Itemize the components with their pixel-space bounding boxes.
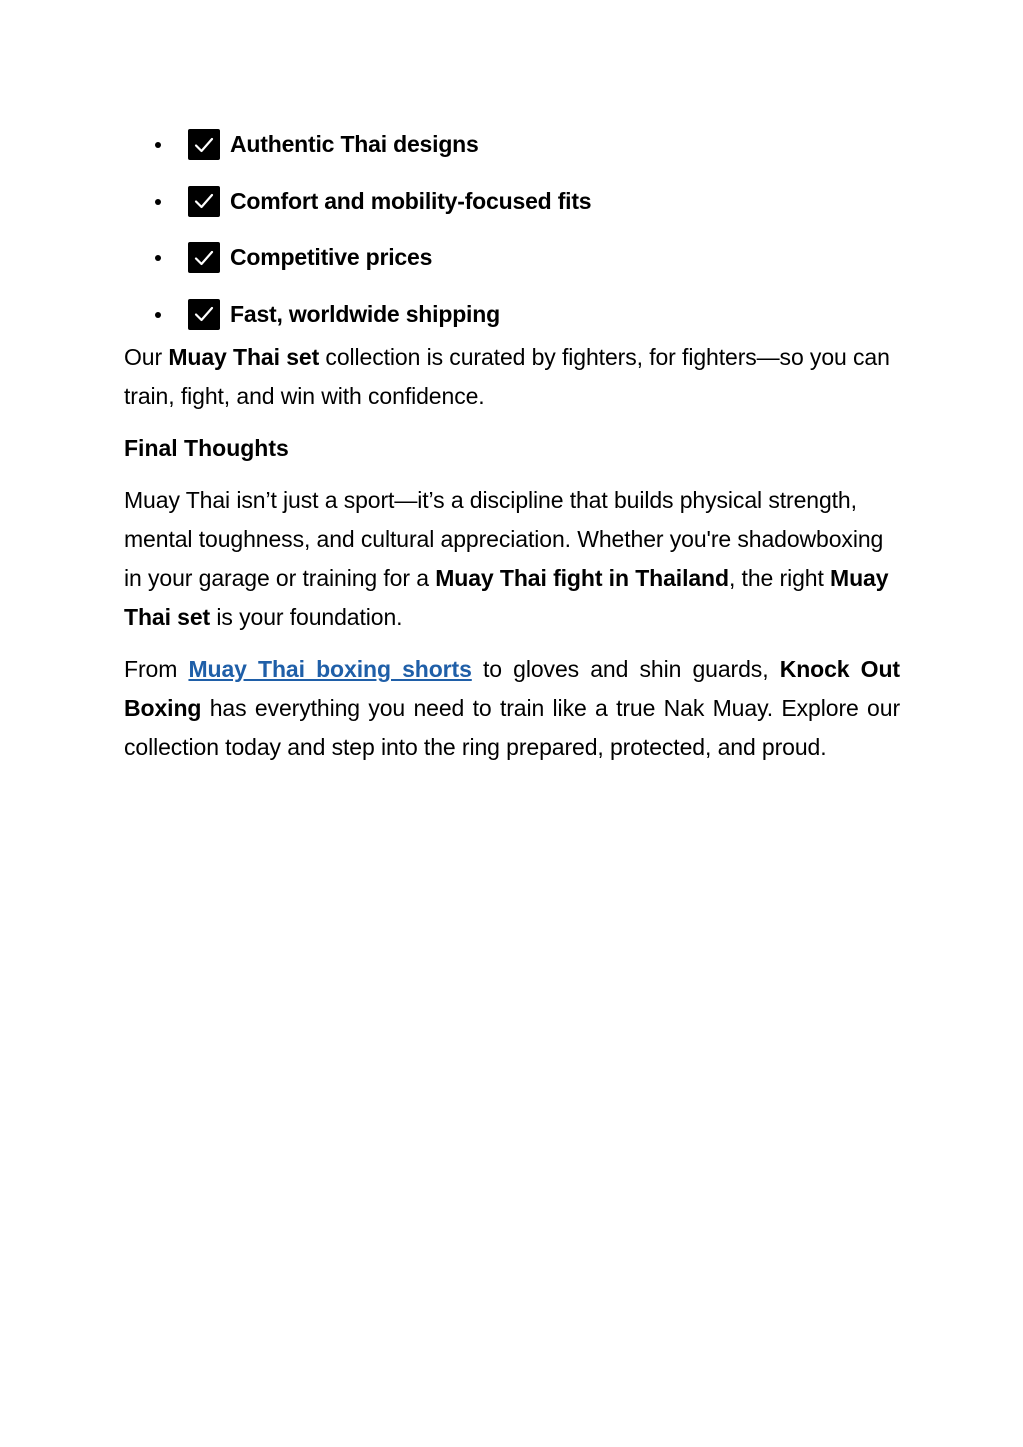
intro-bold-term: Muay Thai set — [168, 344, 320, 370]
checklist-item — [124, 182, 900, 222]
checklist-item — [124, 125, 900, 165]
bullet-dot-icon — [155, 199, 161, 205]
thoughts-bold-1: Muay Thai fight in Thailand — [435, 565, 729, 591]
feature-checklist — [124, 125, 900, 335]
closing-text-before: From — [124, 656, 189, 682]
thoughts-text-1: Muay Thai isn’t just a sport—it’s a discipline that builds physical strength, mental toughness, and cultural appreciation. Whether you're shadowboxing in your garage or training for a — [124, 487, 884, 591]
bullet-dot-icon — [155, 142, 161, 148]
check-box-icon — [188, 242, 220, 273]
thoughts-text-2: , the right — [728, 565, 831, 591]
check-box-icon — [188, 186, 220, 217]
check-box-icon — [188, 129, 220, 160]
bullet-dot-icon — [155, 312, 161, 318]
thoughts-text-3: is your foundation. — [210, 604, 403, 630]
intro-text-after: collection is curated by fighters, for fighters—so you can train, fight, and win with confidence. — [124, 344, 890, 409]
checklist-label: Competitive prices — [230, 244, 433, 270]
closing-text-after: has everything you need to train like a true Nak Muay. Explore our collection today and step into the ring prepared, protected, and proud. — [124, 695, 900, 760]
bullet-dot-icon — [155, 255, 161, 261]
intro-paragraph — [124, 338, 900, 416]
boxing-shorts-link[interactable]: Muay Thai boxing shorts — [188, 656, 472, 682]
section-heading: Final Thoughts — [124, 435, 289, 461]
checklist-label: Fast, worldwide shipping — [230, 300, 500, 327]
closing-bold-brand: Knock Out Boxing — [124, 656, 900, 721]
intro-text-before: Our — [124, 344, 169, 370]
checklist-label: Comfort and mobility-focused fits — [230, 187, 592, 214]
checklist-item — [124, 238, 900, 278]
closing-text-middle: to gloves and shin guards, — [471, 656, 780, 682]
closing-paragraph — [124, 650, 900, 767]
checklist-item — [124, 295, 900, 335]
checklist-label: Authentic Thai designs — [230, 131, 479, 157]
thoughts-bold-2: Muay Thai set — [124, 565, 889, 630]
document-page — [124, 125, 900, 767]
check-box-icon — [188, 299, 220, 330]
thoughts-paragraph — [124, 481, 900, 637]
